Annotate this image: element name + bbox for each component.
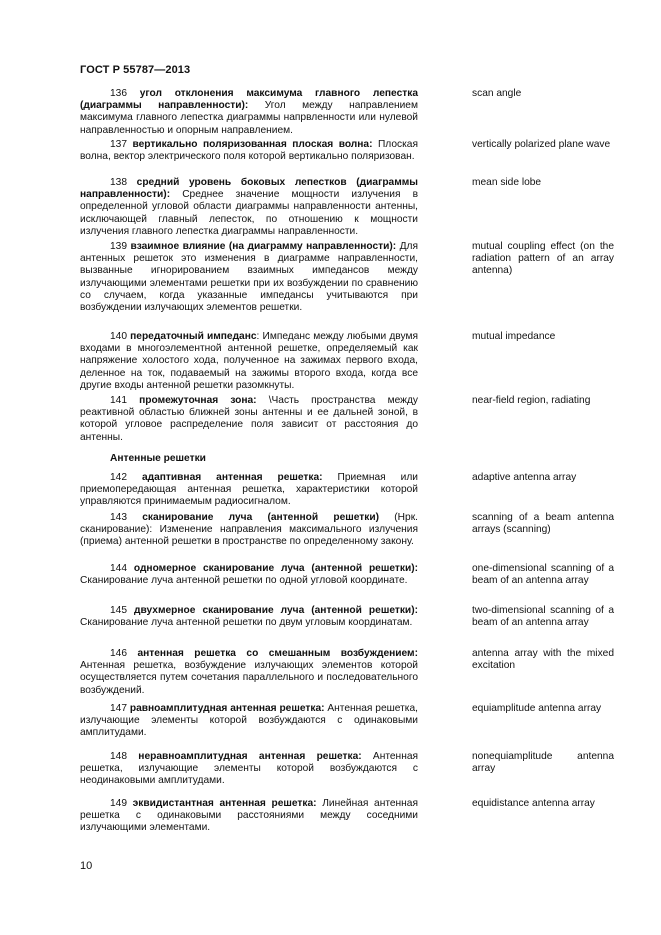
term-definition: Сканирование луча антенной решетки по одной угловой координате. (80, 575, 408, 587)
term-number: 137 (110, 139, 127, 150)
term-number: 147 (110, 703, 127, 714)
term-title: угол отклонения максимума главного лепестка (диаграммы направленности): (80, 88, 418, 112)
term-ru-144 (80, 563, 418, 587)
term-title: эквидистантная антенная решетка: (132, 798, 317, 809)
term-en-145: two-dimensional scanning of a beam of an antenna array (472, 605, 614, 629)
term-title: сканирование луча (антенной решетки) (142, 512, 380, 523)
term-title: одномерное сканирование луча (антенной решетки): (133, 563, 418, 574)
term-number: 148 (110, 751, 127, 762)
term-en-149: equidistance antenna array (472, 798, 595, 809)
term-definition: \Часть пространства между реактивной областью ближней зоны антенны и ее дальней зоной, в которой угловое распределение поля зависит от расстояния до антенны. (80, 395, 418, 443)
term-ru-147 (80, 703, 418, 740)
term-definition: (Нрк. сканирование): Изменение направления максимального излучения (приема) антенной решетки в пространстве по определенному закону. (80, 512, 418, 548)
term-definition: Антенная решетка, излучающие элементы которой возбуждаются с одинаковыми амплитудами. (80, 703, 418, 739)
term-definition: Угол между направлением максимума главного лепестка диаграммы напрвленности или нулевой направленностью и опорным направлением. (80, 100, 418, 136)
term-ru-136 (80, 88, 418, 137)
term-en-144: one-dimensional scanning of a beam of an antenna array (472, 563, 614, 587)
term-en-147: equiamplitude antenna array (472, 703, 602, 714)
term-number: 144 (110, 563, 127, 574)
term-number: 146 (110, 648, 127, 659)
term-number: 141 (110, 395, 127, 406)
term-en-139: mutual coupling effect (on the radiation pattern of an array antenna) (472, 241, 614, 277)
term-title: равноамплитудная антенная решетка: (129, 703, 325, 714)
term-title: вертикально поляризованная плоская волна: (132, 139, 373, 150)
term-ru-145 (80, 605, 418, 629)
term-en-137: vertically polarized plane wave (472, 139, 611, 150)
term-number: 139 (110, 241, 127, 252)
term-number: 149 (110, 798, 127, 809)
term-ru-149 (80, 798, 418, 835)
term-ru-142 (80, 472, 418, 509)
term-en-136: scan angle (472, 88, 522, 99)
term-title: взаимное влияние (на диаграмму направленности): (130, 241, 397, 252)
term-en-146: antenna array with the mixed excitation (472, 648, 614, 672)
term-en-140: mutual impedance (472, 331, 556, 342)
document-header: ГОСТ Р 55787—2013 (80, 64, 191, 76)
term-number: 140 (110, 331, 127, 342)
page-number: 10 (80, 860, 93, 872)
term-en-143: scanning of a beam antenna arrays (scanning) (472, 512, 614, 536)
term-number: 142 (110, 472, 127, 483)
term-definition: Антенная решетка, излучающие элементы которой возбуждаются с неодинаковыми амплитудами. (80, 751, 418, 787)
term-definition: Антенная решетка, возбуждение излучающих элементов которой осуществляется путем сочетания параллельного и последовательного возбуждений. (80, 660, 418, 696)
term-en-148: nonequiamplitude antenna array (472, 751, 614, 775)
term-number: 145 (110, 605, 127, 616)
term-title: неравноамплитудная антенная решетка: (138, 751, 362, 762)
term-definition: Сканирование луча антенной решетки по двум угловым координатам. (80, 617, 413, 629)
term-title: адаптивная антенная решетка: (141, 472, 323, 483)
term-en-138: mean side lobe (472, 177, 542, 188)
term-title: двухмерное сканирование луча (антенной решетки): (134, 605, 418, 616)
term-number: 138 (110, 177, 127, 188)
term-title: антенная решетка со смешанным возбуждением: (137, 648, 418, 659)
term-definition: Плоская волна, вектор электрического поля которой вертикально поляризован. (80, 139, 418, 163)
term-definition: Приемная или приемопередающая антенная решетка, характеристики которой управляются принимаемым радиосигналом. (80, 472, 418, 508)
term-ru-137 (80, 139, 418, 163)
term-definition: : Импеданс между любыми двумя входами в многоэлементной антенной решетке, определяемый как напряжение холостого хода, полученное на зажимах первого входа, деленное на ток, подаваемый на зажимы второго входа, когда все другие входы антенной решетки разомкнуты. (80, 331, 418, 391)
term-en-142: adaptive antenna array (472, 472, 577, 483)
term-en-141: near-field region, radiating (472, 395, 591, 406)
term-title: передаточный импеданс (130, 331, 257, 342)
term-ru-146 (80, 648, 418, 697)
term-definition: Линейная антенная решетка с одинаковыми расстояниями между соседними излучающими элементами. (80, 798, 418, 834)
term-ru-148 (80, 751, 418, 788)
term-ru-138 (80, 177, 418, 238)
term-title: средний уровень боковых лепестков (диаграммы направленности): (80, 177, 418, 201)
term-ru-140 (80, 331, 418, 392)
section-title: Антенные решетки (110, 453, 206, 464)
term-ru-141 (80, 395, 418, 444)
term-title: промежуточная зона: (139, 395, 257, 406)
term-number: 143 (110, 512, 127, 523)
term-definition: Среднее значение мощности излучения в определенной угловой области диаграммы направленности антенны, исключающей главный лепесток, по отношению к мощности излучения главного лепестка диаграммы направленности. (80, 189, 418, 237)
term-definition: Для антенных решеток это изменения в диаграмме направленности, вызванные игнорированием взаимных импедансов между излучающими элементами решетки при их возбуждении по сравнению со случаем, когда указанные импедансы учитываются при возбуждении излучающих элементов решетки. (80, 241, 418, 314)
term-ru-139 (80, 241, 418, 314)
term-ru-143 (80, 512, 418, 549)
term-number: 136 (110, 88, 127, 99)
